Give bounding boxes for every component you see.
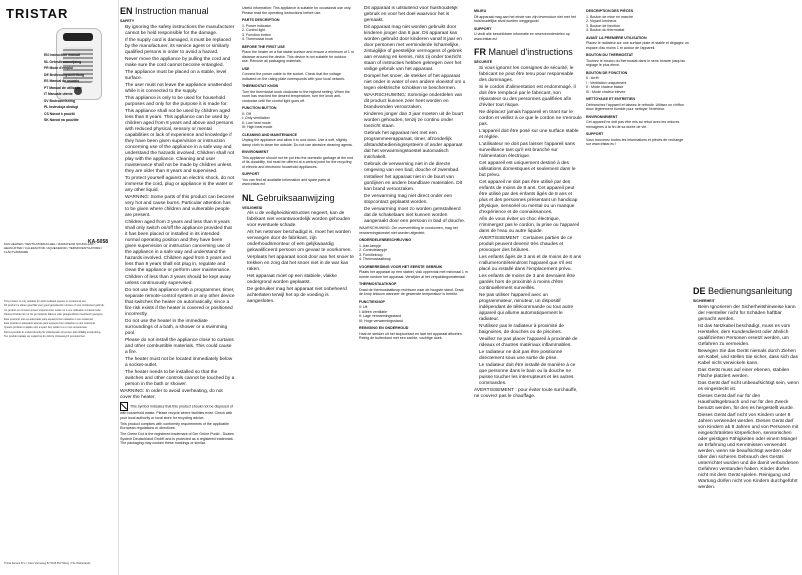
en-function-item: III: High heat mode <box>242 125 273 129</box>
fr-warning: AVERTISSEMENT : pour éviter toute surchauffe, ne couvrez pas le chauffage. <box>474 387 578 399</box>
fr-env-heading: ENVIRONNEMENT <box>586 114 618 119</box>
language-item: PT Manual de utilizador <box>44 85 82 90</box>
cover-note: This product is only suitable for well insulated spaces or occasional use. <box>4 300 87 303</box>
language-item: EN Instruction manual <box>44 53 80 57</box>
de-safety-item: • Dieses Gerät darf nur für den Haushaltsgebrauch und nur für den Zweck benutzt werden, für den es hergestellt wurde. <box>698 394 799 412</box>
en-before-text: Place the heater on a flat stable surface and ensure a minimum of 1 m distance around the device. This device is not suitable for outdoor use. Remove all packaging materials. <box>242 50 354 63</box>
fr-safety-item: • Ne déplacez jamais l'appareil en tirant sur le cordon et veillez à ce que le cordon ne s'enroule pas. <box>479 110 582 128</box>
language-list <box>44 52 114 124</box>
language-item: CS Návod k použití <box>44 111 75 116</box>
fr-safety-item: • Ne pas utiliser l'appareil avec un programmateur, minuteur, un dispositif indépendant de télécommande ou tout autre appareil qui allume automatiquement le radiateur. <box>479 293 582 323</box>
nl-parts-heading: ONDERDELENBESCHRIJVING <box>359 238 412 242</box>
en-support-heading: SUPPORT <box>242 172 260 176</box>
cover-note: Este producto solo es adecuado para espacios bien aislados o uso ocasional. <box>4 317 94 321</box>
en-safety-item: • Never move the appliance by pulling the cord and make sure the cord cannot become entangled. <box>125 57 235 69</box>
fr-part-item: 3. Bouton de fonction <box>586 23 620 28</box>
nl-safety-item: • Dit apparaat is uitsluitend voor huishoudelijk gebruik en voor het doel waarvoor het is gemaakt. <box>364 6 468 24</box>
fr-support-heading: SUPPORT <box>586 132 604 136</box>
nl-function-list <box>359 305 468 323</box>
nl-safety-item: • Dompel het snoer, de stekker of het apparaat niet onder in water of een andere vloeistof om u tegen elektrische schokken te beschermen. <box>364 74 468 92</box>
en-safety-list <box>120 25 235 388</box>
fr-cleaning-text: Débranchez l'appareil et laissez-le refroidir. Utilisez un chiffon doux légèrement humide pour nettoyer l'extérieur. <box>586 102 684 111</box>
de-safety-heading: SICHERHEIT <box>693 299 715 303</box>
model-number: KA-5058 <box>88 239 109 245</box>
nl-safety-item: • WAARSCHUWING: Sommige onderdelen van dit product kunnen zeer heet worden en brandwonden veroorzaken. <box>364 93 468 111</box>
nl-function-item: I: Alleen ventilatie <box>359 309 387 314</box>
fr-safety-item: • AVERTISSEMENT : Certaines parties de ce produit peuvent devenir très chaudes et provoquer des brûlures. <box>479 236 582 254</box>
nl-support-text: U vindt alle beschikbare informatie en reserveonderdelen op www.tristar.eu! <box>474 32 570 41</box>
cover-note: Dit product is alleen geschikt voor goed geïsoleerde ruimtes of voor incidenteel gebruik. <box>4 304 105 308</box>
en-before-heading: BEFORE THE FIRST USE <box>242 44 285 49</box>
fr-safety-item: • Afin de vous éviter un choc électrique, n'immergez pas le cordon, la prise ou l'appareil dans de l'eau ou autre liquide. <box>479 217 582 235</box>
nl-column <box>359 6 468 571</box>
fr-safety-item: • Si le cordon d'alimentation est endommagé, il doit être remplacé par le fabricant, son réparateur ou des personnes qualifiées afin d'éviter tout risque. <box>479 85 582 109</box>
en-safety-item: • If the supply cord is damaged, it must be replaced by the manufacturer, its service agent or similarly qualified persons in order to avoid a hazard. <box>125 38 235 56</box>
en-env-heading: ENVIRONMENT <box>242 150 269 154</box>
en-safety-item: • This appliance is only to be used for household purposes and only for the purpose it is made for. <box>125 96 235 108</box>
nl-part-item: 4. Thermostaatknop <box>359 257 391 261</box>
nl-function-item: II: Lage verwarmingsstand <box>359 314 402 318</box>
en-use-heading: USE <box>242 66 250 71</box>
fr-function-item: II : Mode chaleur basse <box>586 85 624 89</box>
fr-part-item: 4. Bouton du thermostat <box>586 28 625 32</box>
fr-support-text: Vous trouverez toutes les informations et pièces de rechange sur www.tristar.eu ! <box>586 137 684 146</box>
en-thermo-heading: THERMOSTAT KNOB <box>242 84 278 88</box>
nl-safety-item: • Dit apparaat mag niet worden gebruikt door kinderen jonger dan 8 jaar. Dit apparaat kan worden gebruikt door kinderen vanaf 8 jaar en door personen met verminderde lichamelijke, zintuiglijke of geestelijke vermogens of gebrek aan ervaring en kennis, mits zij onder toezicht staan of instructies hebben gekregen over het veilige gebruik van het apparaat. <box>364 25 468 73</box>
en-function-list <box>242 112 354 130</box>
en-parts-list <box>242 24 354 42</box>
en-safety-item: • Children aged from 3 years and less than 8 years shall only switch on/off the appliance provided that it has been placed or installed in its intended normal operating position and they have been given supervision or instruction concerning use of the appliance in a safe way and understand the hazards involved. Children aged from 3 years and less than 8 years shall not plug in, regulate and clean the appliance or perform user maintenance. <box>125 220 235 274</box>
fr-part-item: 1. Bouton de mise en marche <box>586 14 633 19</box>
en-safety-item: • Children of less than 3 years should be kept away unless continuously supervised. <box>125 275 235 287</box>
fr-function-item: I : Ventilation uniquement <box>586 80 627 85</box>
nl-safety-item: • Gebruik de verwarming niet in de directe omgeving van een bad, douche of zwembad. <box>364 162 468 174</box>
fr-safety-item: • Si vous ignorez les consignes de sécurité, le fabricant ne peut être tenu pour responsable des dommages. <box>479 66 582 84</box>
fr-thermo-text: Tournez le bouton du thermostat dans le sens horaire jusqu'au réglage le plus élevé. <box>586 58 686 67</box>
de-safety-item: • Das Gerät muss auf einer ebenen, stabilen Fläche platziert werden. <box>698 368 799 380</box>
nl-parts-list <box>359 244 468 262</box>
en-safety-item: • Do not use the heater in the immediate surroundings of a bath, a shower or a swimming pool. <box>125 319 235 337</box>
fr-cleaning-heading: NETTOYAGE ET ENTRETIEN <box>586 97 635 101</box>
nl-use-text: Plaats het apparaat op een stabiel, vlak oppervlak met minimaal 1 m ruimte rondom het apparaat. Verwijder al het verpakkingsmateriaal. <box>359 270 468 279</box>
nl-safety-item: • Kinderen jonger dan 3 jaar moeten uit de buurt worden gehouden, tenzij ze continu onder toezicht staan. <box>364 112 468 130</box>
fr-use-heading: AVANT LA PREMIÈRE UTILISATION <box>586 35 647 40</box>
nl-title: NL Gebruiksaanwijzing <box>242 192 335 203</box>
nl-cleaning-heading: REINIGING EN ONDERHOUD <box>359 326 409 330</box>
en-safety-item: • Do not use this appliance with a programmer, timer, separate remote-control system or any other device that switches the heater on automatically, since a fire risk exists if the heater is covered or positioned incorrectly. <box>125 288 235 318</box>
product-subtitle: FAN HEATER / VENTILATORKACHEL / RADIATEUR SOUFFLANT / HEIZLÜFTER / CALEFACTOR / AQUECEDOR / TERMOVENTILATORE / FLÄKTVÄRMARE <box>4 242 103 254</box>
language-item: NL Gebruiksaanwijzing <box>44 59 82 64</box>
de-safety-list <box>693 305 799 491</box>
fr-function-heading: BOUTON DE FONCTION <box>586 70 628 75</box>
nl-env-heading: MILIEU <box>474 9 487 13</box>
en-cleaning-text: Unplug the appliance and allow it to cool down. Use a soft, slightly damp cloth to clean the outside. Do not use abrasive cleaning agents. <box>242 138 353 147</box>
fr-function-list <box>586 76 689 94</box>
de-title: DE Bedienungsanleitung <box>693 286 793 296</box>
nl-part-item: 3. Functieknop <box>359 252 383 257</box>
cover-note: Ce produit ne convient qu'aux espaces bien isolés ou à une utilisation occasionnelle. <box>4 308 102 312</box>
nl-safety-item: • Het apparaat moet op een stabiele, vlakke ondergrond worden geplaatst. <box>247 274 354 286</box>
nl-safety-item: • Gebruik het apparaat niet met een programmeerapparaat, timer, afzonderlijk afstandsbedieningssysteem of ander apparaat dat het verwarmingstoestel automatisch inschakelt. <box>364 131 468 161</box>
en-safety-item: • The heater must not be located immediately below a socket-outlet. <box>125 357 235 369</box>
cover-note: Dieses Produkt ist nur für gut isolierte Räume oder gelegentlichen Gebrauch geeignet. <box>4 313 104 317</box>
fr-safety-item: • Cet appareil ne doit pas être utilisé par des enfants de moins de 8 ans. Cet appareil peut être utilisé par des enfants âgés de 8 ans et plus et des personnes présentant un handicap physique, sensoriel ou mental ou un manque d'expérience et de connaissances. <box>479 180 582 216</box>
fr-safety-item: • Les enfants âgés de 3 ans et de moins de 8 ans n'allumeront/éteindront l'appareil que s'il est placé ou installé dans l'emplacement prévu. <box>479 255 582 273</box>
cover-note: Ten produkt nadaje się wyłącznie do dobrze izolowanych pomieszczeń. <box>4 335 86 339</box>
en-safety-item: • The heater needs to be installed so that the switches and other controls cannot be touched by a person in the bath or shower. <box>125 370 235 388</box>
fr-parts-heading: DESCRIPTION DES PIÈCES <box>586 9 634 13</box>
fr-safety-item: • L'appareil doit être posé sur une surface stable et réglée. <box>479 129 582 141</box>
en-column-1 <box>120 6 235 571</box>
en-function-item: II: Low heat mode <box>242 120 271 125</box>
fr-safety-heading: SÉCURITÉ <box>474 60 493 64</box>
nl-fr-column <box>474 6 582 571</box>
en-part-item: 2. Control light <box>242 28 266 32</box>
en-warning: WARNING: In order to avoid overheating, do not cover the heater. <box>120 388 223 400</box>
en-function-heading: FUNCTION BUTTON <box>242 106 277 110</box>
en-safety-item: • Please do not install the appliance close to curtains and other combustible materials. This could cause a fire. <box>125 338 235 356</box>
en-safety-item: • The appliance must be placed on a stable, level surface. <box>125 70 235 82</box>
en-env-text: This appliance should not be put into the domestic garbage at the end of its durability, but must be offered at a central point for the recycling of electric and electronic household appliances. <box>242 155 354 169</box>
nl-safety-item: • Verplaats het apparaat nooit door aan het snoer te trekken en zorg dat het snoer niet in de war kan raken. <box>247 255 354 273</box>
language-item: ES Manual de usuario <box>44 79 80 83</box>
fr-safety-item: • Veuillez ne pas placer l'appareil à proximité de rideaux et d'autres matériaux inflammables. <box>479 337 582 349</box>
fr-column <box>586 6 689 571</box>
nl-safety-item: • Installeer het apparaat niet in de buurt van gordijnen en andere brandbare materialen. Dit kan brand veroorzaken. <box>364 175 468 193</box>
fr-safety-item: • Le radiateur doit être installé de manière à ce que personne dans le bain ou la douche ne puisse toucher les interrupteurs et les autres commandes. <box>479 363 582 387</box>
en-cleaning-heading: CLEANING AND MAINTENANCE <box>242 132 297 137</box>
en-safety-heading: SAFETY <box>120 19 135 23</box>
de-column <box>693 6 799 571</box>
fr-safety-item: • Les enfants de moins de 3 ans devraient être gardés hors de proximité à moins d'être continuellement surveillés. <box>479 274 582 292</box>
fr-safety-item: • N'utilisez pas le radiateur à proximité de baignoires, de douches ou de piscines. <box>479 324 582 336</box>
nl-safety-item: • De verwarming moet zo worden geïnstalleerd dat de schakelaars niet kunnen worden aangeraakt door een persoon in bad of douche. <box>364 207 468 225</box>
de-safety-item: • Das Gerät darf nicht unbeaufsichtigt sein, wenn es eingesteckt ist. <box>698 381 799 393</box>
en-column-2 <box>242 6 354 571</box>
language-item: DE Bedienungsanleitung <box>44 72 85 77</box>
nl-thermo-text: Draai de thermostaatknop rechtsom naar de hoogste stand. Draai de knop linksom wanneer de gewenste temperatuur is bereikt. <box>359 287 464 296</box>
cover-note: Este produto é adequado apenas para espaços bem isolados ou uso ocasional. <box>4 322 96 326</box>
cover-notes <box>4 300 114 340</box>
en-safety-item: • This appliance shall not be used by children aged less than 8 years. This appliance can be used by children aged from 8 years and above and persons with reduced physical, sensory or mental capabilities or lack of experience and knowledge if they have been given supervision or instruction concerning use of the appliance in a safe way and understand the hazards involved. Children shall not play with the appliance. Cleaning and user maintenance shall not be made by children unless they are older than 8 years and supervised. <box>125 109 235 175</box>
nl-env-text: Dit apparaat mag aan het einde van zijn levensduur niet met het huishoudelijke afval worden weggegooid. <box>474 14 576 23</box>
nl-function-item: 0: Uit <box>359 305 368 309</box>
en-green-dot-text: The Green Dot is the registered trademark of Der Grüne Punkt - Duales System Deutschland GmbH and is protected as a registered trademark. The packaging may contain these markings or similar. <box>120 432 234 446</box>
nl-use-heading: VOORBEREIDING VOOR HET EERSTE GEBRUIK <box>359 264 443 269</box>
en-weee-text: This symbol indicates that this product should not be disposed of with household waste. Please recycle where facilities exist. Check with your local authority or local store for recycling advice. <box>120 402 235 420</box>
company-address: Tristar Europe B.V. | Jules Verneweg 87 5015 BH Tilburg | The Netherlands <box>4 562 91 565</box>
en-safety-item: • WARNING: Some parts of this product can become very hot and cause burns. Particular attention has to be given where children and vulnerable people are present. <box>125 195 235 219</box>
de-safety-item: • Ist das Netzkabel beschädigt, muss es vom Hersteller, dem Kundendienst oder ähnlich qualifizierten Personen ersetzt werden, um Gefahren zu vermeiden. <box>698 324 799 348</box>
language-item: SK Návod na použitie <box>44 118 79 122</box>
nl-thermo-heading: THERMOSTAATKNOP <box>359 282 397 286</box>
fr-safety-list <box>474 66 582 387</box>
nl-safety-item: • De gebruiker mag het apparaat niet onbeheerd achterlaten terwijl het op de voeding is aangesloten. <box>247 287 354 305</box>
fr-safety-item: • L'utilisateur ne doit pas laisser l'appareil sans surveillance tant qu'il est branché sur l'alimentation électrique. <box>479 142 582 160</box>
de-safety-item: • Bewegen Sie das Gerät niemals durch Ziehen am Kabel, und stellen Sie sicher, dass sich das Kabel nicht verwickeln kann. <box>698 349 799 367</box>
de-safety-item: • Dieses Gerät darf nicht von Kindern unter 8 Jahren verwendet werden. Dieses Gerät darf von Kindern ab 8 Jahren und von Personen mit eingeschränkten körperlichen, sensorischen oder geistigen Fähigkeiten oder einem Mangel an Erfahrung und Kenntnissen verwendet werden, wenn sie beaufsichtigt werden oder über den sicheren Gebrauch des Geräts unterrichtet wurden und die damit verbundenen Gefahren verstanden haben. Kinder dürfen nicht mit dem Gerät spielen. Reinigung und Wartung dürfen nicht von Kindern durchgeführt werden. <box>698 413 799 491</box>
en-safety-item: • To protect yourself against an electric shock, do not immerse the cord, plug or appliance in the water or any other liquid. <box>125 176 235 194</box>
nl-part-item: 2. Controlelampje <box>359 248 388 252</box>
brand-logo: TRISTAR <box>6 6 69 21</box>
cover-column <box>0 0 119 575</box>
en-part-item: 3. Function button <box>242 32 271 37</box>
cover-note: Questo prodotto è adatto solo a spazi ben isolati o a un uso occasionale. <box>4 326 88 330</box>
nl-function-heading: FUNCTIEKNOP <box>359 299 385 304</box>
fr-title: FR Manuel d'instructions <box>474 47 573 57</box>
en-safety-item: • By ignoring the safety instructions the manufacturer cannot be held responsible for the damage. <box>125 25 235 37</box>
fr-function-item: 0 : Arrêt <box>586 76 599 80</box>
language-item: SV Bruksanvisning <box>44 98 75 103</box>
fr-function-item: III : Mode chaleur élevée <box>586 89 626 94</box>
nl-safety-heading: VEILIGHEID <box>242 205 263 210</box>
nl-support-heading: SUPPORT <box>474 26 492 31</box>
language-item: IT Manuale utente <box>44 92 73 96</box>
nl-safety-item: • De verwarming mag niet direct onder een stopcontact geplaatst worden. <box>364 194 468 206</box>
cover-note: Denna produkt är endast lämplig för välisolerade utrymmen eller tillfällig användning. <box>4 330 102 334</box>
fr-env-text: Cet appareil ne doit pas être mis au rebut avec les ordures ménagères à la fin de sa durée de vie. <box>586 120 680 129</box>
en-use-text: Connect the power cable to the socket. Check that the voltage indicated on the rating plate corresponds with your local network. <box>242 72 346 81</box>
de-safety-item: • Beim Ignorieren der Sicherheitshinweise kann der Hersteller nicht für Schäden haftbar gemacht werden. <box>698 305 799 323</box>
fr-safety-item: • Cet appareil est uniquement destiné à des utilisations domestiques et seulement dans le but prévu. <box>479 161 582 179</box>
en-function-item: I: Only ventilation <box>242 116 270 120</box>
fr-thermo-heading: BOUTON DU THERMOSTAT <box>586 53 634 57</box>
en-title: EN Instruction manual <box>120 6 209 16</box>
nl-warning: WAARSCHUWING: Om oververhitting te voorkomen, mag het verwarmingstoestel niet worden afgedekt. <box>359 226 458 235</box>
en-ce-text: This product complies with conformity requirements of the applicable European regulations or directives. <box>120 421 230 431</box>
en-parts-heading: PARTS DESCRIPTION <box>242 18 280 22</box>
language-item: PL Instrukcja obsługi <box>44 105 79 109</box>
en-part-item: 1. Power indicator <box>242 23 271 28</box>
fr-parts-list <box>586 15 689 33</box>
en-support-text: You can find all available information and spare parts at www.tristar.eu! <box>242 177 331 186</box>
nl-cleaning-text: Haal de stekker uit het stopcontact en laat het apparaat afkoelen. Reinig de buitenkant met een zachte, vochtige doek. <box>359 331 463 340</box>
nl-safety-item: • Als u de veiligheidsinstructies negeert, kan de fabrikant niet verantwoordelijk worden gehouden voor eventuele schade. <box>247 211 354 229</box>
en-safety-item: • The user must not leave the appliance unattended while it is connected to the supply. <box>125 83 235 95</box>
en-part-item: 4. Thermostat knob <box>242 37 273 41</box>
nl-safety-list-a <box>242 211 354 305</box>
fr-part-item: 2. Voyant lumineux <box>586 19 617 23</box>
nl-function-item: III: Hoge verwarmingsstand <box>359 318 403 323</box>
en-rating-note: Useful information: This appliance is suitable for occasional use only. Please read the operating instructions before use. <box>242 6 352 15</box>
en-function-item: 0: Off <box>242 111 251 116</box>
nl-safety-item: • Als het netsnoer beschadigd is, moet het worden vervangen door de fabrikant, zijn onderhoudsmonteur of een gelijkwaardig gekwalificeerd persoon om gevaar te voorkomen. <box>247 230 354 254</box>
language-item: FR Mode d'emploi <box>44 66 74 70</box>
en-thermo-text: Turn the thermostat knob clockwise to the highest setting. When the room has reached the desired temperature, turn the knob anti-clockwise until the control light goes off. <box>242 89 350 103</box>
nl-safety-list-b <box>359 6 468 225</box>
nl-part-item: 1. Aan-lampje <box>359 243 381 248</box>
fr-safety-item: • Le radiateur ne doit pas être positionné directement sous une sortie de prise. <box>479 350 582 362</box>
fr-use-text: Placez le radiateur sur une surface plate et stable et dégagez un espace d'au moins 1 m autour de l'appareil. <box>586 41 689 50</box>
crossed-bin-icon <box>120 402 128 411</box>
heater-top-panel <box>63 33 93 41</box>
